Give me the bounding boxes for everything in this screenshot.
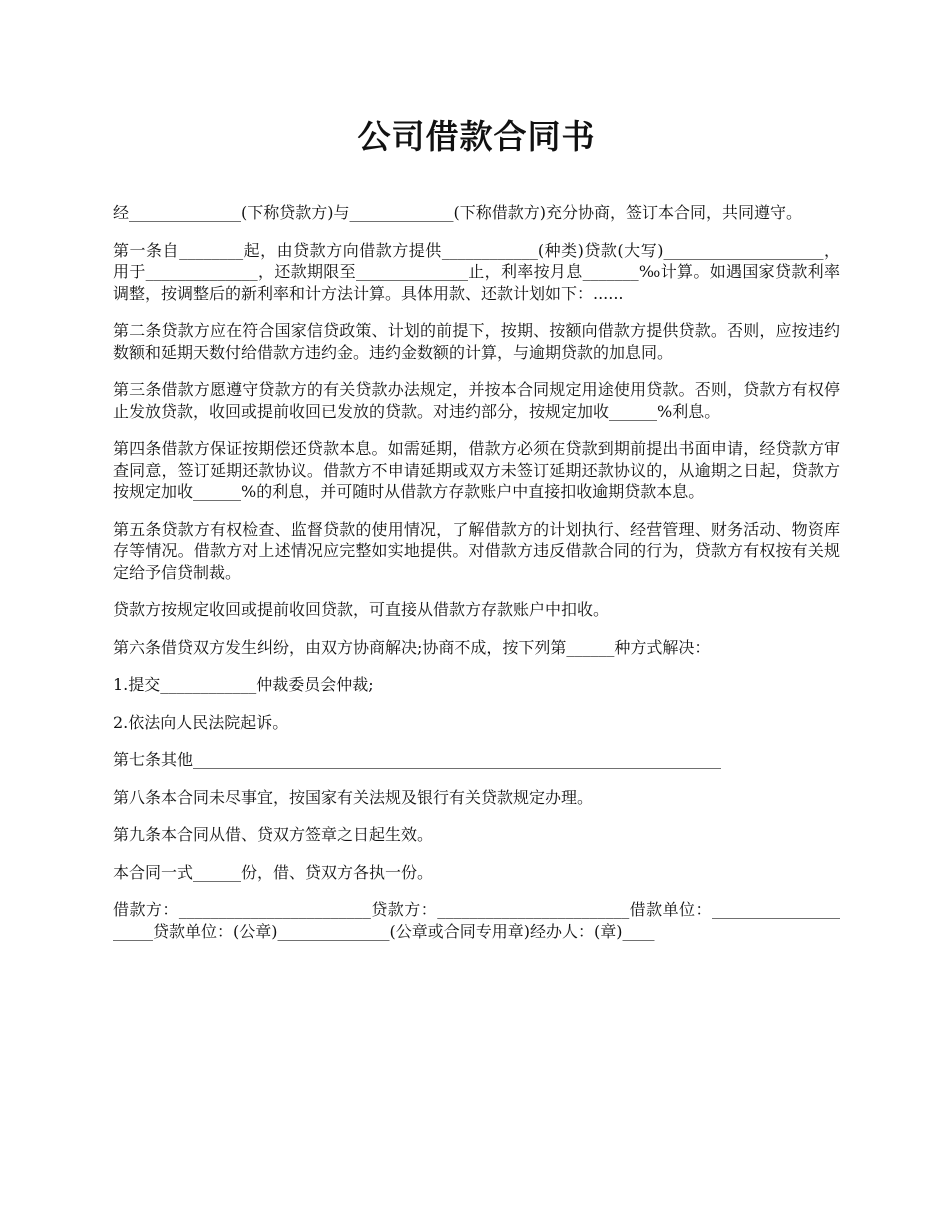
article-1-paragraph: 第一条自________起，由贷款方向借款方提供____________(种类)贷款(大写)____________________，用于______________，还款期限至______________止，利率按月息_______‰计算。如遇国家贷款利率调整，按调整后的新利率和计方法计算。具体用款、还款计划如下：......	[113, 240, 840, 303]
recovery-paragraph: 贷款方按规定收回或提前收回贷款，可直接从借款方存款账户中扣收。	[113, 600, 610, 619]
contract-page	[113, 112, 840, 958]
article-5-paragraph: 第五条贷款方有权检查、监督贷款的使用情况，了解借款方的计划执行、经营管理、财务活动、物资库存等情况。借款方对上述情况应完整如实地提供。对借款方违反借款合同的行为，贷款方有权按有关规定给予信贷制裁。	[113, 519, 840, 582]
article-7-paragraph: 第七条其他__________________________________________________________________	[113, 750, 722, 769]
article-4-paragraph: 第四条借款方保证按期偿还贷款本息。如需延期，借款方必须在贷款到期前提出书面申请，经贷款方审查同意，签订延期还款协议。借款方不申请延期或双方未签订延期还款协议的，从逾期之日起，贷款方按规定加收______%的利息，并可随时从借款方存款账户中直接扣收逾期贷款本息。	[113, 439, 840, 501]
copies-paragraph: 本合同一式______份，借、贷双方各执一份。	[113, 862, 434, 882]
signature-block: 借款方：________________________贷款方：________________________借款单位：_____________________贷款单位：(公章)______________(公章或合同专用章)经办人：(章)____	[113, 900, 840, 941]
option-2-paragraph: 2.依法向人民法院起诉。	[113, 712, 289, 732]
option-1-paragraph: 1.提交____________仲裁委员会仲裁;	[113, 675, 374, 694]
article-8-paragraph: 第八条本合同未尽事宜，按国家有关法规及银行有关贷款规定办理。	[113, 787, 594, 807]
article-3-paragraph: 第三条借款方愿遵守贷款方的有关贷款办法规定，并按本合同规定用途使用贷款。否则，贷款方有权停止发放贷款，收回或提前收回已发放的贷款。对违约部分，按规定加收______%利息。	[113, 380, 840, 421]
preamble-paragraph: 经______________(下称贷款方)与_____________(下称借款方)充分协商，签订本合同，共同遵守。	[113, 203, 802, 222]
article-2-paragraph: 第二条贷款方应在符合国家信贷政策、计划的前提下，按期、按额向借款方提供贷款。否则，应按违约数额和延期天数付给借款方违约金。违约金数额的计算，与逾期贷款的加息同。	[113, 321, 840, 362]
article-9-paragraph: 第九条本合同从借、贷双方签章之日起生效。	[113, 825, 434, 844]
document-title: 公司借款合同书	[357, 117, 596, 156]
article-6-paragraph: 第六条借贷双方发生纠纷，由双方协商解决;协商不成，按下列第______种方式解决：	[113, 637, 711, 657]
